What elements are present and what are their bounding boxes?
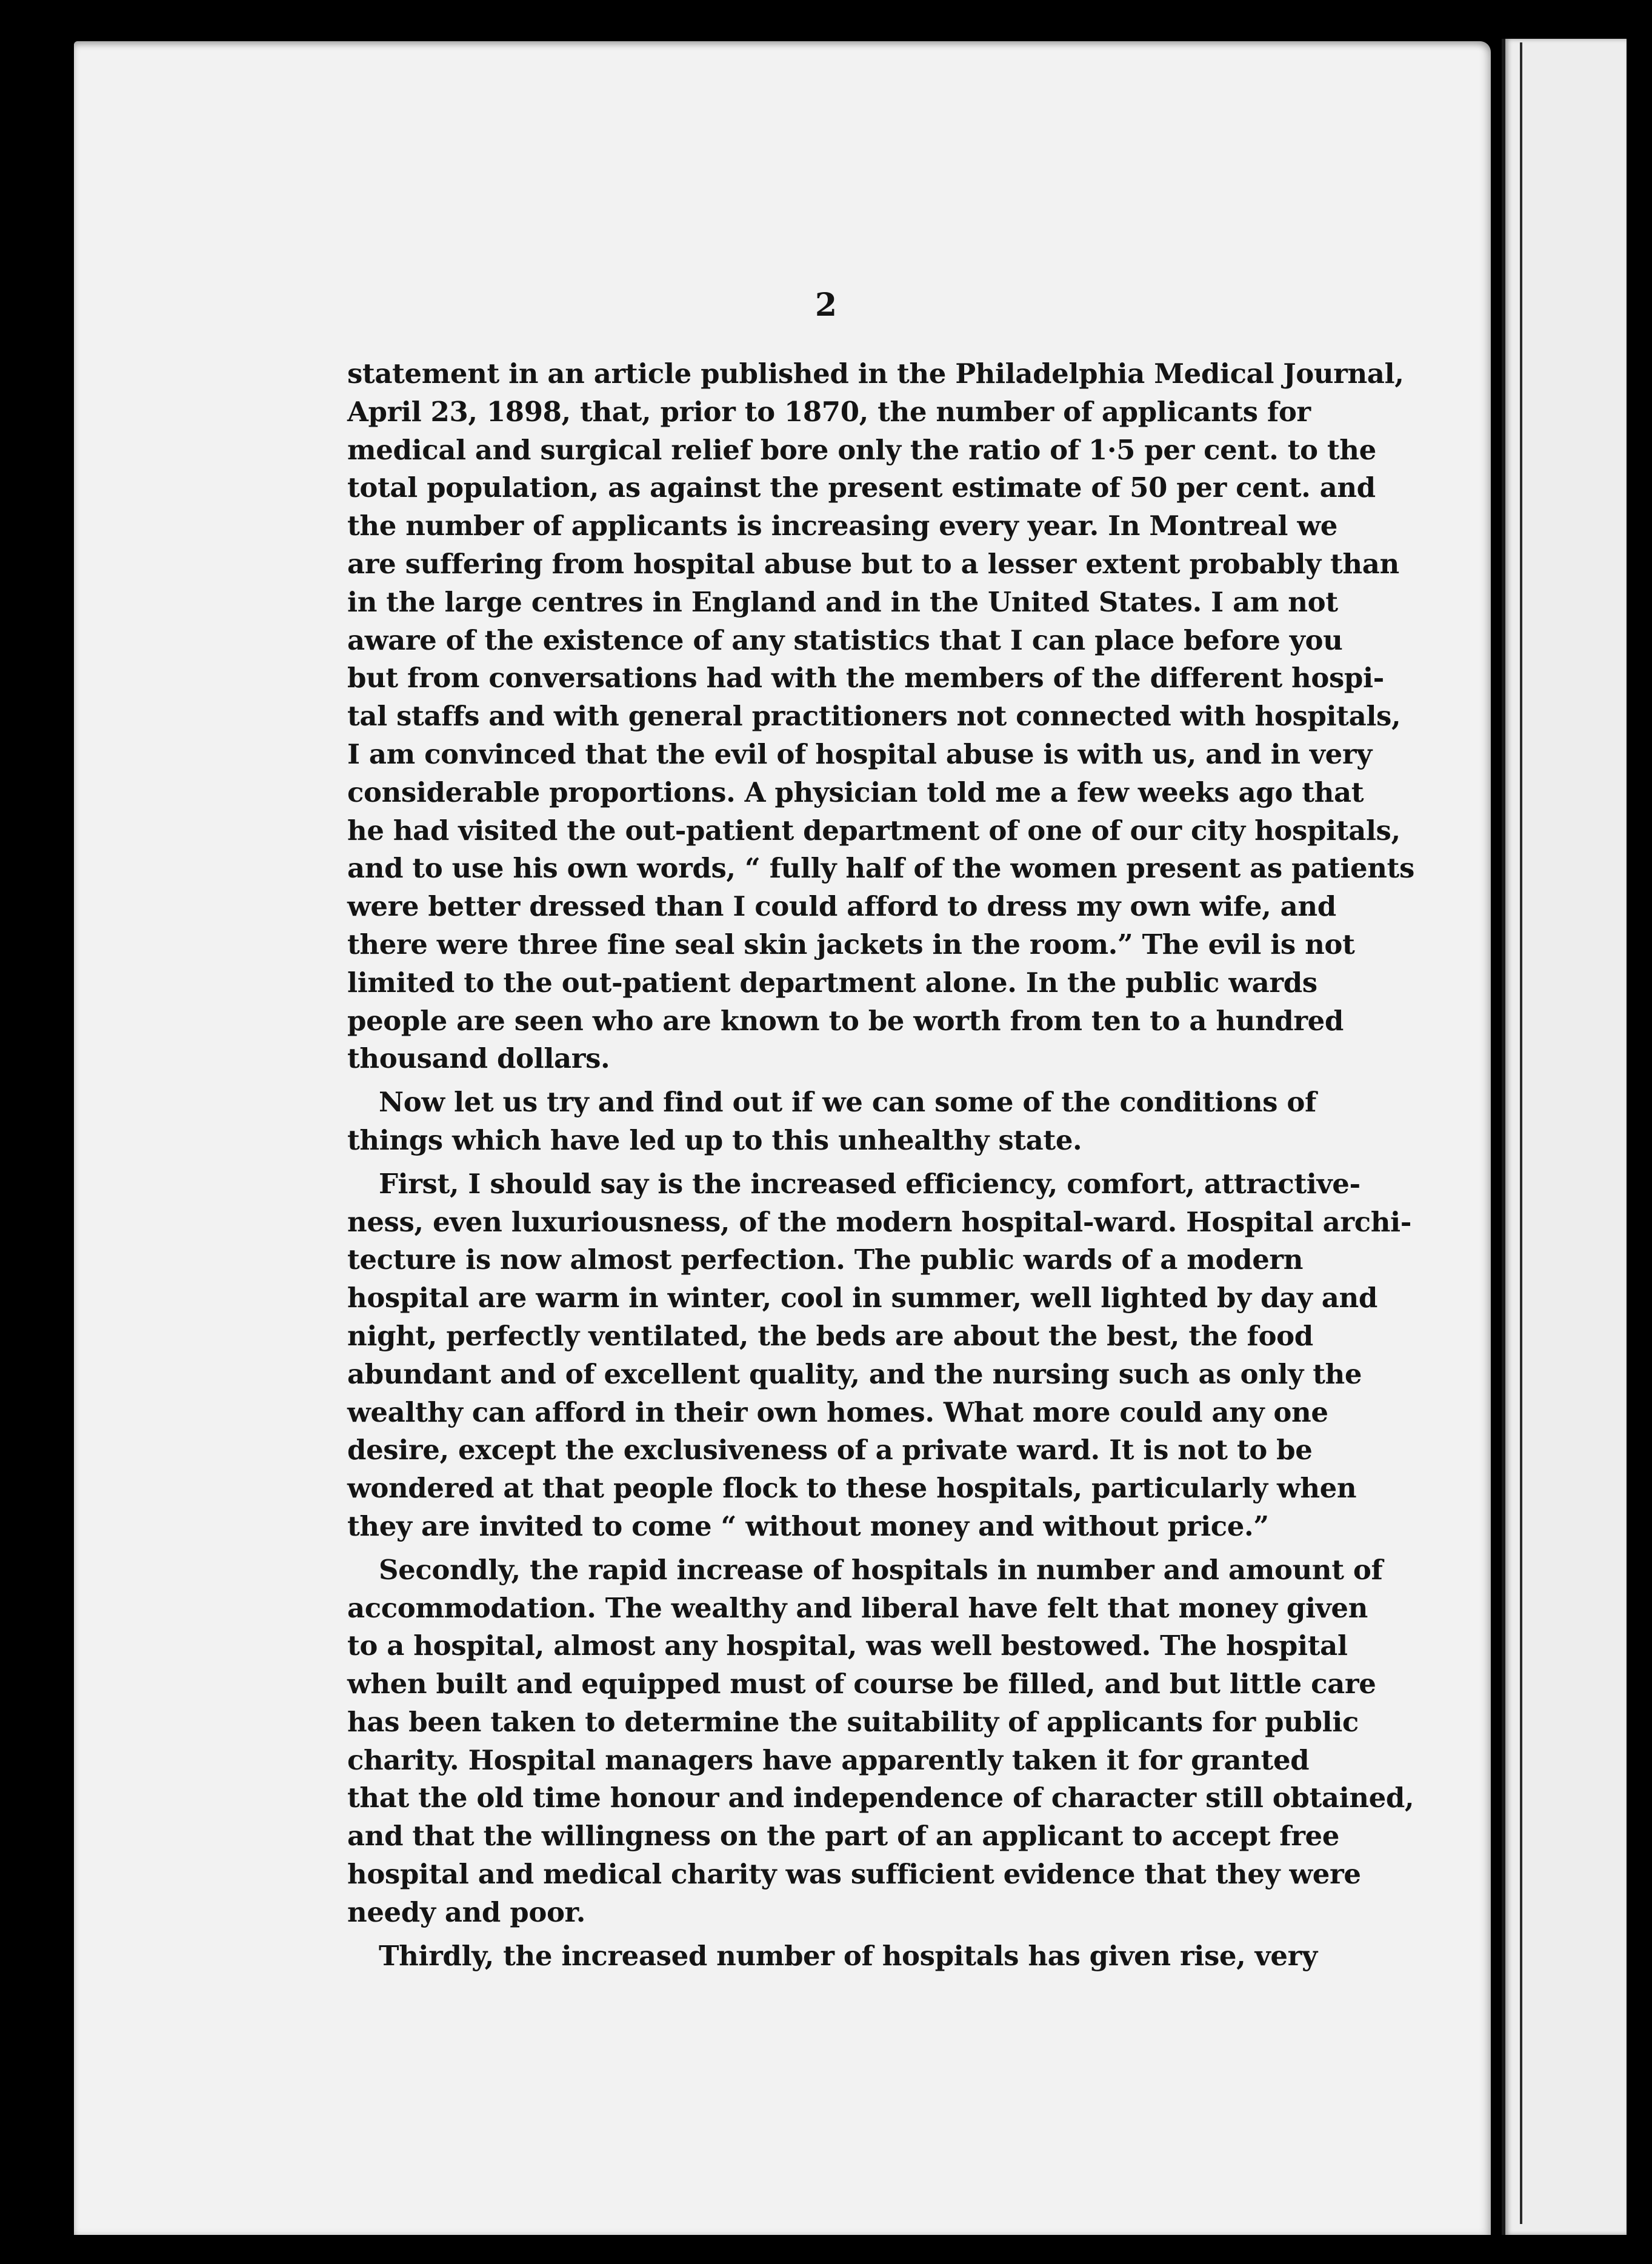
text-line: tecture is now almost perfection. The public wards of a modern xyxy=(347,1244,1304,1276)
text-line: people are seen who are known to be worth from ten to a hundred xyxy=(347,1004,1344,1037)
page-gutter-line xyxy=(1520,42,1522,2224)
text-line: were better dressed than I could afford to dress my own wife, and xyxy=(347,890,1336,923)
text-line: abundant and of excellent quality, and the nursing such as only the xyxy=(347,1357,1362,1390)
text-line: the number of applicants is increasing every year. In Montreal we xyxy=(347,510,1337,542)
text-line: to a hospital, almost any hospital, was well bestowed. The hospital xyxy=(347,1630,1348,1662)
text-line: and to use his own words, “ fully half of the women present as patients xyxy=(347,852,1414,885)
text-line: wealthy can afford in their own homes. What more could any one xyxy=(347,1396,1328,1428)
paragraph xyxy=(347,355,1414,1078)
text-line: April 23, 1898, that, prior to 1870, the number of applicants for xyxy=(347,395,1311,428)
text-line: they are invited to come “ without money and without price.” xyxy=(347,1510,1269,1542)
text-line: tal staffs and with general practitioners not connected with hospitals, xyxy=(347,700,1401,733)
text-line: ness, even luxuriousness, of the modern hospital-ward. Hospital archi- xyxy=(347,1205,1412,1238)
text-line: night, perfectly ventilated, the beds are about the best, the food xyxy=(347,1319,1313,1352)
text-line: statement in an article published in the Philadelphia Medical Journal, xyxy=(347,358,1404,390)
text-line: things which have led up to this unhealthy state. xyxy=(347,1124,1082,1156)
text-line: First, I should say is the increased efficiency, comfort, attractive- xyxy=(379,1167,1361,1200)
text-line: Thirdly, the increased number of hospitals has given rise, very xyxy=(379,1939,1317,1972)
text-line: charity. Hospital managers have apparently taken it for granted xyxy=(347,1743,1310,1776)
text-line: accommodation. The wealthy and liberal have felt that money given xyxy=(347,1591,1368,1624)
text-line: when built and equipped must of course be filled, and but little care xyxy=(347,1668,1376,1700)
paragraph xyxy=(347,1551,1414,1932)
text-line: considerable proportions. A physician told me a few weeks ago that xyxy=(347,776,1364,808)
text-line: hospital and medical charity was sufficient evidence that they were xyxy=(347,1858,1361,1891)
text-line: and that the willingness on the part of an applicant to accept free xyxy=(347,1820,1339,1853)
text-line: needy and poor. xyxy=(347,1896,586,1928)
text-line: aware of the existence of any statistics that I can place before you xyxy=(347,624,1343,656)
paragraph xyxy=(347,1084,1316,1160)
text-line: has been taken to determine the suitability of applicants for public xyxy=(347,1705,1359,1738)
text-line: there were three fine seal skin jackets in the room.” The evil is not xyxy=(347,928,1355,961)
text-line: desire, except the exclusiveness of a private ward. It is not to be xyxy=(347,1434,1313,1467)
text-line: hospital are warm in winter, cool in summer, well lighted by day and xyxy=(347,1282,1377,1314)
paragraph xyxy=(347,1937,1317,1976)
text-line: are suffering from hospital abuse but to a lesser extent probably than xyxy=(347,547,1399,580)
text-line: total population, as against the present estimate of 50 per cent. and xyxy=(347,471,1376,504)
page-number: 2 xyxy=(814,287,838,324)
text-line: Secondly, the rapid increase of hospitals in number and amount of xyxy=(379,1553,1383,1586)
text-line: limited to the out-patient department alone. In the public wards xyxy=(347,966,1317,999)
text-line: but from conversations had with the members of the different hospi- xyxy=(347,662,1384,694)
text-line: he had visited the out-patient department of one of our city hospitals, xyxy=(347,814,1401,847)
paragraph xyxy=(347,1165,1412,1546)
text-line: in the large centres in England and in the United States. I am not xyxy=(347,585,1338,618)
text-line: thousand dollars. xyxy=(347,1042,610,1075)
text-line: that the old time honour and independence of character still obtained, xyxy=(347,1782,1414,1814)
text-line: I am convinced that the evil of hospital abuse is with us, and in very xyxy=(347,737,1372,770)
text-line: medical and surgical relief bore only the ratio of 1·5 per cent. to the xyxy=(347,433,1376,466)
body-text xyxy=(347,355,1414,1980)
text-line: wondered at that people flock to these hospitals, particularly when xyxy=(347,1472,1357,1505)
text-line: Now let us try and find out if we can some of the conditions of xyxy=(379,1086,1316,1119)
